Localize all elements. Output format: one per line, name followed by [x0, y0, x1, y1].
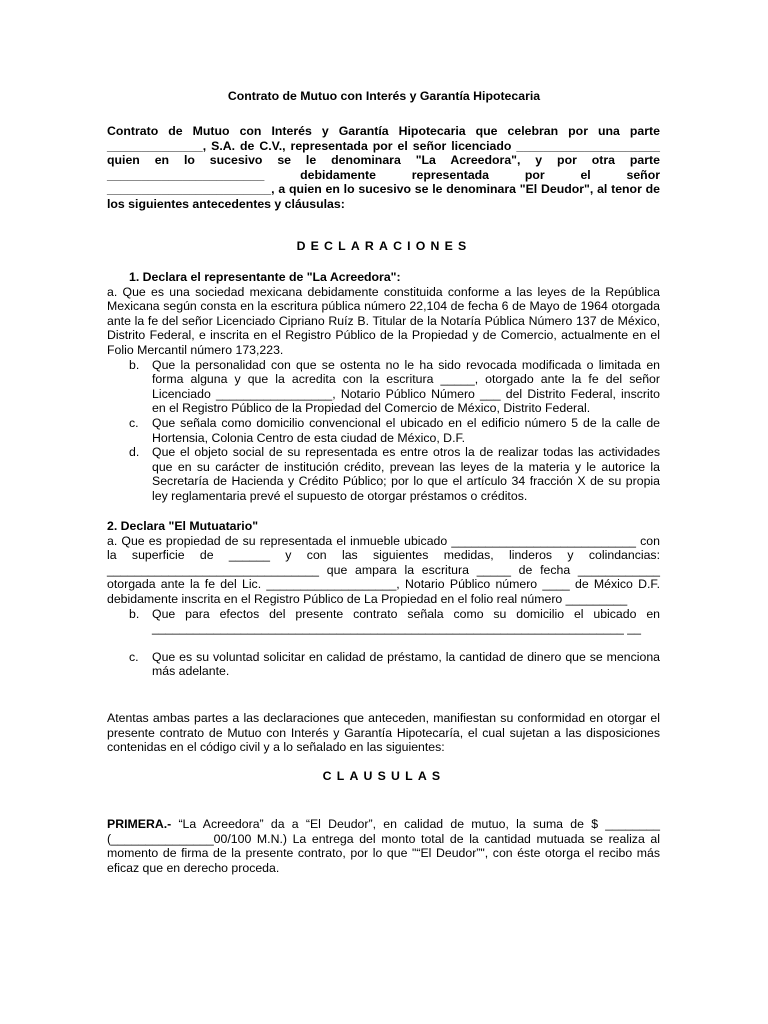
item-marker: c. [129, 649, 139, 664]
item-marker: b. [129, 606, 140, 621]
declaraciones-heading: DECLARACIONES [296, 239, 472, 253]
declaration-2-item-b [107, 607, 660, 636]
clausula-primera-label: PRIMERA.- [107, 817, 172, 831]
declaration-2-item-c [107, 650, 660, 679]
clausula-primera [107, 817, 660, 875]
clausula-primera-text: “La Acreedora” da a “El Deudor”, en calidad de mutuo, la suma de $ ________ (_______________00/100 M.N.) La entrega del monto total de la cantidad mutuada se realiza al momento de firma de la presente contrato, por lo que "“El Deudor”", con éste otorga el recibo más eficaz que en derecho proceda. [107, 817, 660, 875]
item-text: Que señala como domicilio convencional el ubicado en el edificio número 5 de la calle de Hortensia, Colonia Centro de esta ciudad de México, D.F. [152, 415, 660, 445]
declaration-2 [107, 519, 660, 679]
item-text: Que para efectos del presente contrato señala como su domicilio el ubicado en _____________________________________________________________________ __ [152, 606, 660, 636]
declaration-1-heading: 1. Declara el representante de "La Acreedora": [129, 270, 401, 284]
declaration-1 [107, 270, 660, 504]
item-marker: c. [129, 415, 139, 430]
document-title: Contrato de Mutuo con Interés y Garantía Hipotecaria [227, 89, 541, 103]
intro-paragraph [107, 124, 660, 212]
intro-text: Contrato de Mutuo con Interés y Garantía Hipotecaria que celebran por una parte ______________, S.A. de C.V., representada por el señor licenciado _____________________ quien en lo sucesivo se le denominara "La Acreedora", y por otra parte _______________________ debidamente representada por el señor ________________________, a quien en lo sucesivo se le denominara "El Deudor", al tenor de los siguientes antecedentes y cláusulas: [107, 124, 660, 211]
atentas-paragraph: Atentas ambas partes a las declaraciones que anteceden, manifiestan su conformidad en otorgar el presente contrato de Mutuo con Interés y Garantía Hipotecaría, el cual sujetan a las disposiciones contenidas en el código civil y a lo señalado en las siguientes: [107, 711, 660, 755]
item-text: Que la personalidad con que se ostenta no le ha sido revocada modificada o limitada en forma alguna y que la acredita con la escritura _____, otorgado ante la fe del señor Licenciado _________________, Notario Público Número ___ del Distrito Federal, inscrito en el Registro Público de la Propiedad del Comercio de México, Distrito Federal. [152, 357, 660, 416]
declaration-1-item-d [107, 445, 660, 503]
item-text: Que el objeto social de su representada es entre otros la de realizar todas las actividades que en su carácter de institución crédito, prevean las leyes de la materia y le autorice la Secretaría de Hacienda y Crédito Público; por lo que el artículo 34 fracción X de su propia ley reglamentaria prevé el supuesto de otorgar préstamos o créditos. [152, 445, 660, 503]
declaration-1-item-b [107, 358, 660, 416]
declaration-2-item-a: a. Que es propiedad de su representada el inmueble ubicado ___________________________ con la superficie de ______ y con las siguientes medidas, linderos y colindancias: _______________________________ que ampara la escritura _____ de fecha ____________ otorgada ante la fe del Lic. ___________________, Notario Público número ____ de México D.F. debidamente inscrita en el Registro Público de La Propiedad en el folio real número _________ [107, 533, 660, 606]
clausulas-heading: CLAUSULAS [322, 769, 446, 783]
item-marker: d. [129, 445, 140, 460]
declaration-1-item-c [107, 416, 660, 445]
item-text: Que es su voluntad solicitar en calidad de préstamo, la cantidad de dinero que se menciona más adelante. [152, 649, 660, 679]
item-marker: b. [129, 357, 140, 372]
declaration-1-item-a: a. Que es una sociedad mexicana debidamente constituida conforme a las leyes de la República Mexicana según consta en la escritura pública número 22,104 de fecha 6 de Mayo de 1964 otorgada ante la fe del señor Licenciado Cipriano Ruíz B. Titular de la Notaría Pública Número 137 de México, Distrito Federal, e inscrita en el Registro Público de la Propiedad y de Comercio, actualmente en el Folio Mercantil número 173,223. [107, 284, 660, 357]
declaration-2-heading: 2. Declara "El Mutuatario" [107, 519, 259, 533]
